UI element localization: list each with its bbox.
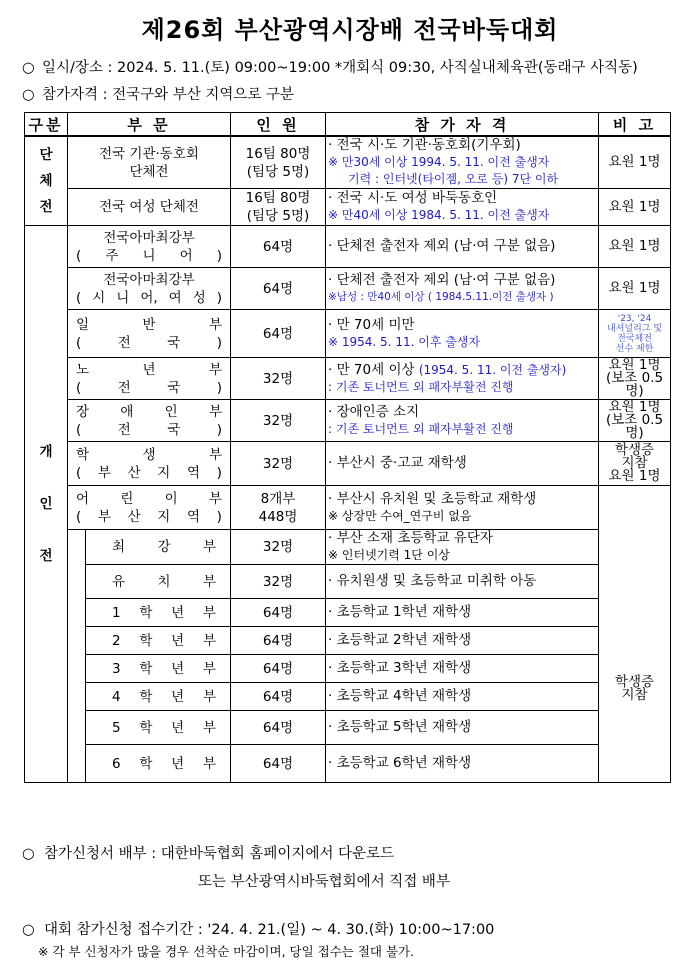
division-name <box>106 660 222 678</box>
division-name: 전국아마최강부 <box>103 271 195 288</box>
qualification-cell <box>326 711 599 745</box>
qualification-cell <box>326 442 599 486</box>
qualification-main: · 초등학교 5학년 재학생 <box>328 719 472 735</box>
division-name-char: 2 <box>112 632 121 649</box>
division-region-char: 니 <box>142 247 156 264</box>
division-region <box>70 334 228 352</box>
count-cell <box>231 136 326 189</box>
qualification-cell <box>326 530 599 565</box>
division-region-char: ) <box>216 289 222 306</box>
remark-line: 요원 1명 <box>608 468 661 484</box>
remark-cell <box>599 268 671 310</box>
remark-blue: 선수 제한 <box>615 343 654 354</box>
division-region-char: 주 <box>105 247 119 264</box>
count-text: 32명 <box>262 370 294 387</box>
count-cell <box>231 683 326 711</box>
division-name-char: 노 <box>76 361 90 378</box>
division-name: 전국아마최강부 <box>103 229 195 246</box>
division-cell <box>68 310 231 358</box>
kids-indent-cell <box>68 530 86 783</box>
qualification-main: · 초등학교 3학년 재학생 <box>328 660 472 676</box>
qualification-main: · 전국 시·도 여성 바둑동호인 <box>328 190 498 206</box>
division-name <box>70 361 228 379</box>
table-row <box>25 655 671 683</box>
remark-cell <box>599 442 671 486</box>
division-name-char: 부 <box>202 719 216 736</box>
division-name-char: 학 <box>139 604 153 621</box>
division-cell <box>68 136 231 189</box>
count-text: 32명 <box>262 455 294 472</box>
footer-line1: 참가신청서 배부 : 대한바둑협회 홈페이지에서 다운로드 <box>44 846 395 862</box>
division-name-char: 부 <box>202 539 217 555</box>
footer-line3: 대회 참가신청 접수기간 : '24. 4. 21.(일) ~ 4. 30.(화) 10:00~17:00 <box>44 922 495 938</box>
table-row <box>25 310 671 358</box>
division-region-char: ( <box>76 289 82 306</box>
division-name-char: 부 <box>208 316 223 333</box>
divisions-table <box>24 112 671 783</box>
division-name-char: 부 <box>202 632 216 649</box>
footer-note: ※ 각 부 신청자가 많을 경우 선착순 마감이며, 당일 접수는 절대 불가. <box>38 944 415 959</box>
table-row <box>25 599 671 627</box>
qualification-main: · 부산시 중·고교 재학생 <box>328 455 467 471</box>
division-name-char: 년 <box>171 604 185 621</box>
division-region-char: ( <box>76 334 82 351</box>
count-text: 64명 <box>262 280 294 297</box>
count-cell <box>231 310 326 358</box>
qualification-cell <box>326 136 599 189</box>
remark-line: 지참 <box>621 455 648 471</box>
header-cell: 부 문 <box>68 113 231 137</box>
division-cell <box>68 358 231 400</box>
bullet-circle: ○ <box>22 922 35 938</box>
count-text: 64명 <box>262 238 294 255</box>
bullet-circle: ○ <box>22 87 35 103</box>
count-sub: 448명 <box>258 508 298 525</box>
count-text: 64명 <box>262 604 294 621</box>
division-region-char: 전 <box>117 334 131 351</box>
qualification-note: ※남성 : 만40세 이상 ( 1984.5.11.이전 출생자 ) <box>328 290 554 303</box>
division-region-char: ) <box>216 247 223 264</box>
division-region <box>70 247 228 265</box>
table-row <box>25 268 671 310</box>
division-cell <box>86 565 231 599</box>
count-cell <box>231 711 326 745</box>
bullet-circle: ○ <box>22 60 35 76</box>
division-region-char: 부 <box>97 464 111 481</box>
division-name <box>106 604 222 622</box>
count-text: 64명 <box>262 688 294 705</box>
remark-sub: (보조 0.5명) <box>605 370 664 399</box>
count-text: 32명 <box>262 412 294 429</box>
qualification-note: ※ 상장만 수여_연구비 없음 <box>328 508 472 523</box>
division-name-char: 이 <box>164 490 178 507</box>
qualification-main: · 단체전 출전자 제외 (남·여 구분 없음) <box>328 238 556 254</box>
division-cell <box>68 226 231 268</box>
division-name-char: 장 <box>76 403 90 420</box>
footer-application <box>22 842 394 863</box>
division-name-char: 부 <box>202 660 216 677</box>
qualification-note: : 기존 토너먼트 외 패자부활전 진행 <box>328 421 514 436</box>
remark-cell <box>599 486 671 783</box>
division-name: 전국 기관·동호회 <box>99 145 199 162</box>
remark-line: 학생증 <box>614 442 655 458</box>
remark-text: 요원 1명 <box>608 399 661 415</box>
eligibility-text: 참가자격 : 전국구와 부산 지역으로 구분 <box>42 87 295 103</box>
count-cell <box>231 530 326 565</box>
qualification-cell <box>326 565 599 599</box>
count-cell <box>231 268 326 310</box>
header-cell: 구분 <box>25 113 68 137</box>
division-cell <box>86 683 231 711</box>
division-name <box>70 490 228 508</box>
info-eligibility <box>22 83 294 104</box>
table-row <box>25 358 671 400</box>
remark-text: 요원 1명 <box>608 280 661 296</box>
header-cell: 비 고 <box>599 113 671 137</box>
division-name-char: 5 <box>112 719 121 736</box>
division-region-char: 국 <box>167 334 181 351</box>
table-row <box>25 486 671 530</box>
qualification-cell <box>326 683 599 711</box>
remark-cell <box>599 189 671 226</box>
header-cell: 인 원 <box>231 113 326 137</box>
qualification-main: · 초등학교 1학년 재학생 <box>328 604 472 620</box>
division-name <box>106 632 222 650</box>
count-text: 8개부 <box>260 490 296 507</box>
division-name-char: 애 <box>120 403 134 420</box>
qualification-note: ※ 인터넷기력 1단 이상 <box>328 548 450 562</box>
division-name <box>106 755 222 773</box>
count-text: 32명 <box>262 573 294 590</box>
remark-cell <box>599 136 671 189</box>
division-region <box>70 379 228 397</box>
qualification-note: ※ 만30세 이상 1994. 5. 11. 이전 출생자 <box>328 155 550 169</box>
division-name-char: 치 <box>157 573 171 590</box>
qualification-main: · 부산시 유치원 및 초등학교 재학생 <box>328 490 537 507</box>
count-cell <box>231 745 326 783</box>
division-name <box>70 316 228 334</box>
division-region <box>70 464 228 482</box>
division-name-char: 6 <box>112 755 121 772</box>
division-name-char: 년 <box>171 688 185 705</box>
division-region-char: 지 <box>157 508 171 525</box>
qualification-cell <box>326 189 599 226</box>
table-row <box>25 530 671 565</box>
division-cell <box>86 530 231 565</box>
qualification-main: · 단체전 출전자 제외 (남·여 구분 없음) <box>328 271 556 288</box>
division-cell <box>68 189 231 226</box>
division-region-char: 산 <box>127 464 141 481</box>
division-region-char: ( <box>76 464 82 481</box>
division-name-char: 학 <box>139 632 153 649</box>
count-cell <box>231 599 326 627</box>
count-text: 64명 <box>262 325 294 342</box>
division-name-char: 생 <box>142 446 156 463</box>
count-text: 64명 <box>262 719 294 736</box>
division-name-char: 부 <box>208 446 223 463</box>
division-name-char: 강 <box>157 539 171 555</box>
division-name-char: 학 <box>139 688 153 705</box>
division-region-char: 어, <box>140 289 158 306</box>
division-region-char: ) <box>216 508 222 525</box>
footer-period <box>22 918 494 939</box>
remark-cell <box>599 310 671 358</box>
remark-text: 요원 1명 <box>608 357 661 373</box>
qualification-cell <box>326 400 599 442</box>
division-cell <box>68 400 231 442</box>
division-name-char: 부 <box>208 403 222 420</box>
table-row <box>25 189 671 226</box>
division-region-char: 국 <box>167 421 181 438</box>
division-name-char: 일 <box>76 316 90 333</box>
division-region-char: 역 <box>186 464 201 481</box>
count-text: 16팀 80명 <box>245 145 311 162</box>
table-header-row <box>25 113 671 137</box>
division-region-char: 국 <box>167 379 181 396</box>
table-row <box>25 711 671 745</box>
division-region-char: ) <box>216 334 223 351</box>
qualification-main: · 장애인증 소지 <box>328 403 420 420</box>
qualification-note: : 기존 토너먼트 외 패자부활전 진행 <box>328 379 514 394</box>
division-region-char: 부 <box>97 508 111 525</box>
division-region-char: ) <box>216 379 223 396</box>
qualification-main: · 초등학교 2학년 재학생 <box>328 632 472 648</box>
division-cell <box>86 627 231 655</box>
division-name-char: 최 <box>112 539 126 555</box>
division-region-char: 어 <box>179 247 193 264</box>
count-text: 64명 <box>262 632 294 649</box>
count-sub: (팀당 5명) <box>246 163 310 180</box>
qualification-cell <box>326 486 599 530</box>
group-team: 단 체 전 <box>25 136 68 226</box>
header-cell: 참 가 자 격 <box>326 113 599 137</box>
division-name-char: 4 <box>112 688 121 705</box>
count-text: 16팀 80명 <box>245 190 311 206</box>
qualification-main: · 초등학교 4학년 재학생 <box>328 688 472 704</box>
division-name-char: 부 <box>208 490 222 507</box>
qualification-cell <box>326 627 599 655</box>
division-region-char: 지 <box>157 464 171 481</box>
page-title: 제26회 부산광역시장배 전국바둑대회 <box>141 16 559 44</box>
division-name-char: 학 <box>76 446 90 463</box>
qualification-main: · 부산 소재 초등학교 유단자 <box>328 530 493 546</box>
count-text: 32명 <box>262 539 294 555</box>
bullet-circle: ○ <box>22 846 35 862</box>
remark-line: 학생증 <box>614 674 655 690</box>
qualification-cell <box>326 358 599 400</box>
remark-cell <box>599 226 671 268</box>
division-region-char: 전 <box>117 379 131 396</box>
table-row <box>25 745 671 783</box>
table-row <box>25 627 671 655</box>
count-cell <box>231 358 326 400</box>
qualification-note-2: 기력 : 인터넷(타이젬, 오로 등) 7단 이하 <box>348 172 559 186</box>
division-name-char: 부 <box>202 688 216 705</box>
count-cell <box>231 565 326 599</box>
remark-text: 요원 1명 <box>608 198 661 215</box>
division-name-2: 단체전 <box>129 163 169 180</box>
division-name-char: 유 <box>112 573 126 590</box>
qualification-cell <box>326 268 599 310</box>
division-name-char: 학 <box>139 755 153 772</box>
division-name <box>70 403 228 421</box>
remark-text: 요원 1명 <box>608 154 661 170</box>
division-name <box>106 538 222 556</box>
division-name-char: 어 <box>76 490 90 507</box>
footer-line2: 또는 부산광역시바둑협회에서 직접 배부 <box>198 874 450 890</box>
remark-blue: '23, '24 <box>617 313 652 324</box>
division-region-char: ( <box>76 247 82 264</box>
qualification-note: ※ 1954. 5. 11. 이후 출생자 <box>328 334 480 349</box>
division-region-char: 성 <box>192 289 206 306</box>
division-name-char: 년 <box>171 632 185 649</box>
count-text: 64명 <box>262 755 294 772</box>
table-row <box>25 136 671 189</box>
count-cell <box>231 400 326 442</box>
division-name <box>106 719 222 737</box>
count-cell <box>231 486 326 530</box>
qualification-cell <box>326 310 599 358</box>
division-region <box>70 508 228 526</box>
division-region-char: 여 <box>168 289 182 306</box>
division-region-char: 산 <box>127 508 141 525</box>
count-cell <box>231 655 326 683</box>
table-row <box>25 565 671 599</box>
division-region <box>70 289 228 307</box>
qualification-main: · 유치원생 및 초등학교 미취학 아동 <box>328 573 537 589</box>
division-region-char: ( <box>76 421 82 438</box>
table-row <box>25 442 671 486</box>
division-name <box>70 446 228 464</box>
qualification-main: · 만 70세 미만 <box>328 316 415 333</box>
division-name-char: 년 <box>171 719 185 736</box>
division-name-char: 린 <box>120 490 134 507</box>
division-name: 전국 여성 단체전 <box>99 199 199 215</box>
division-name-char: 1 <box>112 604 121 621</box>
remark-blue: 전국체전 <box>617 333 652 344</box>
qualification-cell <box>326 599 599 627</box>
count-cell <box>231 627 326 655</box>
division-name-char: 반 <box>142 316 156 333</box>
division-cell <box>68 486 231 530</box>
table-row <box>25 683 671 711</box>
count-sub: (팀당 5명) <box>246 208 310 224</box>
qualification-main: · 초등학교 6학년 재학생 <box>328 755 472 771</box>
qualification-date: (1954. 5. 11. 이전 출생자) <box>418 362 567 377</box>
schedule-text: 일시/장소 : 2024. 5. 11.(토) 09:00~19:00 *개회식 09:30, 사직실내체육관(동래구 사직동) <box>42 60 638 76</box>
division-name <box>106 688 222 706</box>
division-name-char: 부 <box>202 604 216 621</box>
division-cell <box>68 442 231 486</box>
division-region-char: ( <box>76 379 82 396</box>
division-name-char: 부 <box>202 573 217 590</box>
count-text: 64명 <box>262 660 294 677</box>
division-region-char: ) <box>216 421 223 438</box>
table-row <box>25 400 671 442</box>
division-region-char: 니 <box>116 289 130 306</box>
division-name-char: 년 <box>171 660 185 677</box>
remark-text: 요원 1명 <box>608 238 661 254</box>
division-name-char: 년 <box>171 755 185 772</box>
division-region-char: 역 <box>186 508 201 525</box>
remark-sub: (보조 0.5명) <box>605 412 664 441</box>
qualification-main: · 만 70세 이상 <box>328 361 415 378</box>
qualification-note: ※ 만40세 이상 1984. 5. 11. 이전 출생자 <box>328 208 550 222</box>
division-region <box>70 421 228 439</box>
remark-blue: 내셔널리그 및 <box>607 323 663 334</box>
division-name-char: 년 <box>142 361 156 378</box>
info-schedule <box>22 56 638 77</box>
division-name-char: 3 <box>112 660 121 677</box>
division-region-char: ) <box>216 464 222 481</box>
division-name-char: 인 <box>164 403 178 420</box>
qualification-cell <box>326 655 599 683</box>
remark-cell <box>599 400 671 442</box>
division-region-char: ( <box>76 508 82 525</box>
division-cell <box>86 711 231 745</box>
count-cell <box>231 442 326 486</box>
division-name <box>106 573 222 591</box>
division-region-char: 전 <box>117 421 131 438</box>
count-cell <box>231 189 326 226</box>
count-cell <box>231 226 326 268</box>
division-name-char: 부 <box>208 361 223 378</box>
qualification-main: · 전국 시·도 기관·동호회(기우회) <box>328 137 521 153</box>
division-name-char: 학 <box>139 660 153 677</box>
division-name-char: 부 <box>202 755 216 772</box>
division-cell <box>68 268 231 310</box>
remark-cell <box>599 358 671 400</box>
division-region-char: 시 <box>92 289 106 306</box>
group-individual: 개 인 전 <box>25 226 68 783</box>
qualification-cell <box>326 226 599 268</box>
remark-line: 지참 <box>621 687 648 703</box>
qualification-cell <box>326 745 599 783</box>
table-row <box>25 226 671 268</box>
division-cell <box>86 655 231 683</box>
division-name-char: 학 <box>139 719 153 736</box>
division-cell <box>86 745 231 783</box>
division-cell <box>86 599 231 627</box>
